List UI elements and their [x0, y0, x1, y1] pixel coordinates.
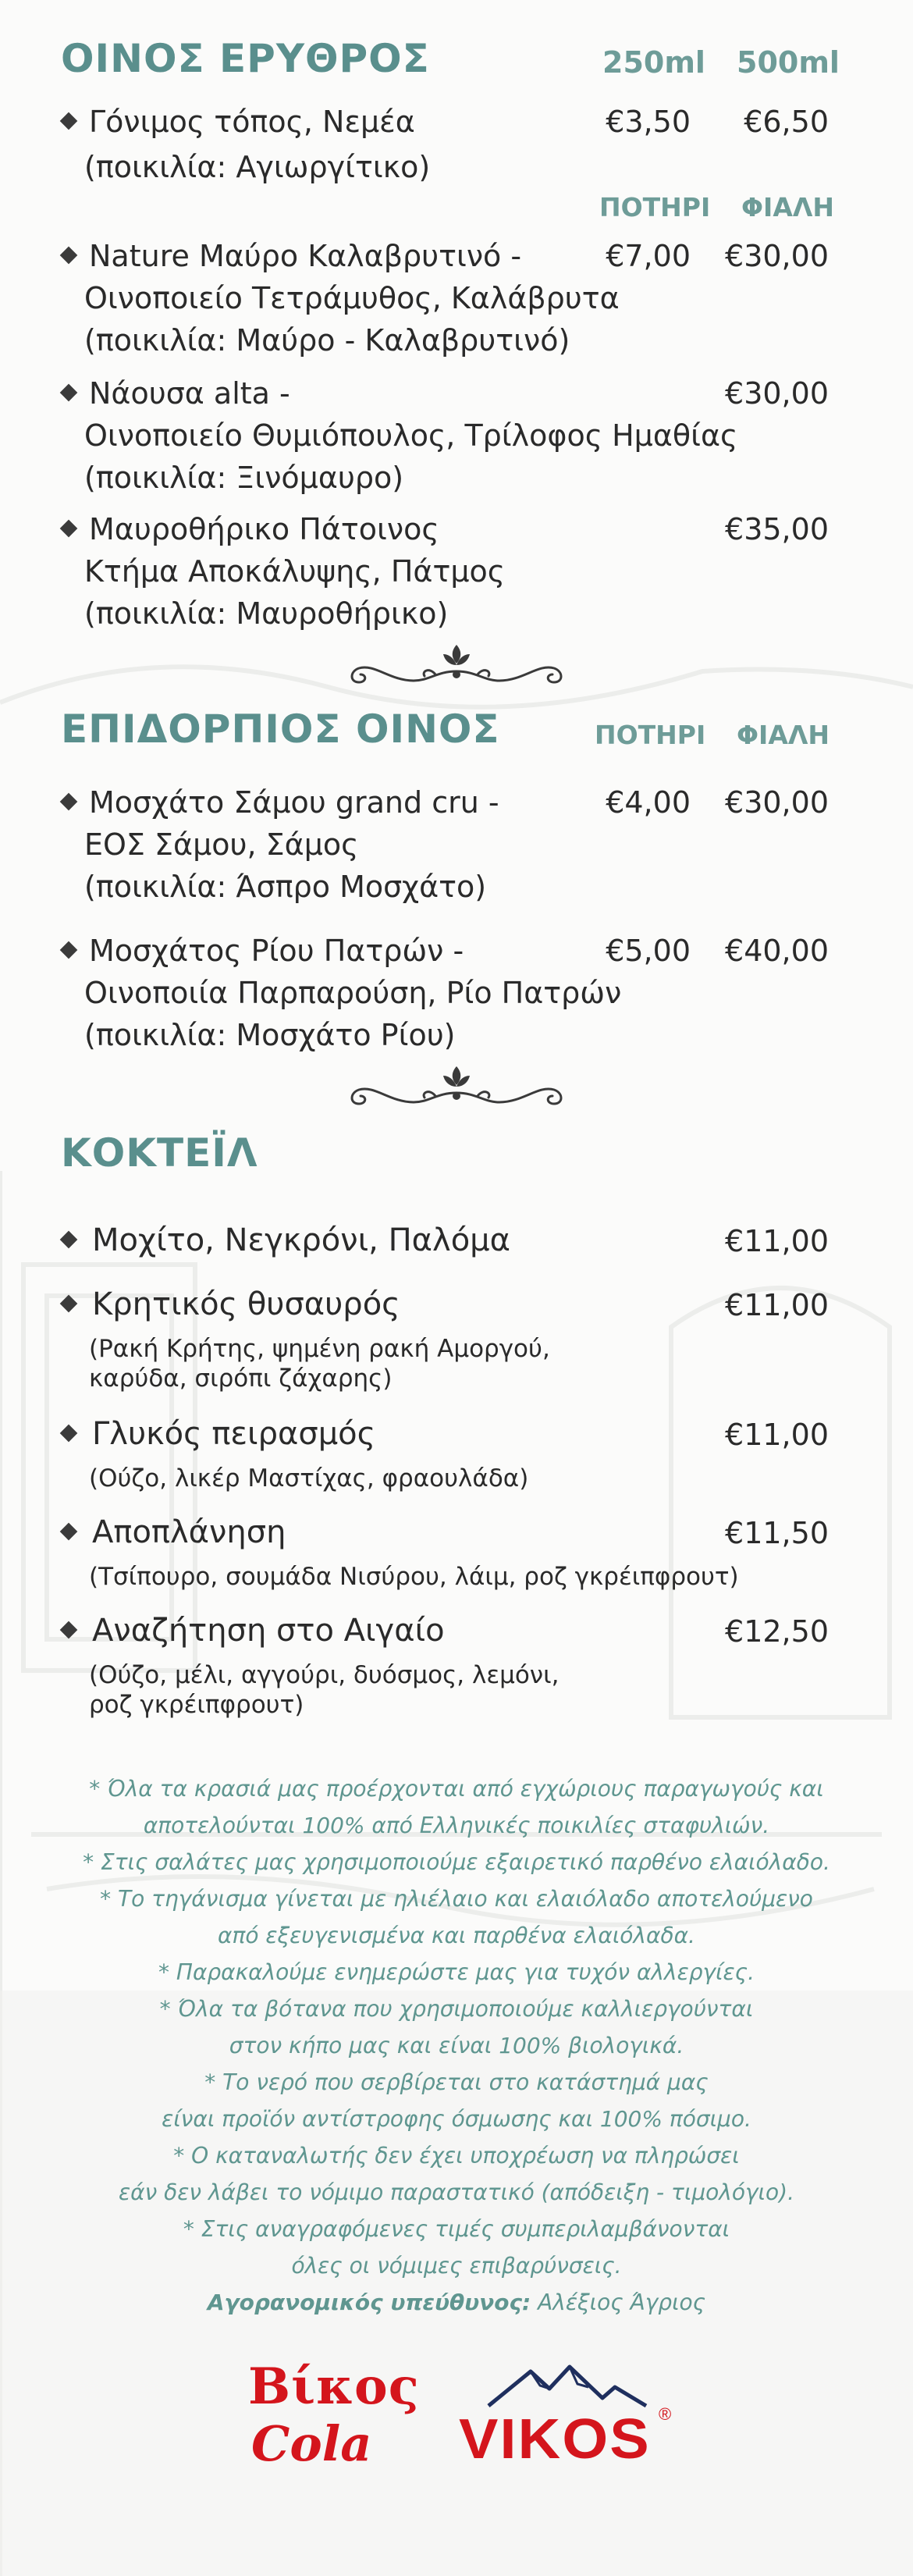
cocktail-item-4-price: €11,50 — [725, 1516, 829, 1550]
red-wine-item-2-variety: (ποικιλία: Μαύρο - Καλαβρυτινό) — [84, 323, 570, 358]
cocktail-item-2: Κρητικός θυσαυρός — [62, 1286, 400, 1322]
bullet-icon — [60, 1621, 78, 1639]
mountain-icon — [485, 2364, 649, 2409]
cocktail-item-2-price: €11,00 — [725, 1288, 829, 1322]
note-line: * Παρακαλούμε ενημερώστε μας για τυχόν αλλεργίες. — [158, 1959, 755, 1985]
manager-label: Αγορανομικός υπεύθυνος: — [207, 2290, 531, 2315]
dessert-wine-item-1-price-glass: €4,00 — [606, 785, 691, 820]
cocktail-item-5: Αναζήτηση στο Αιγαίο — [62, 1613, 445, 1649]
note-line: είναι προϊόν αντίστροφης όσμωσης και 100% πόσιμο. — [162, 2106, 751, 2132]
red-wine-item-2: Nature Μαύρο Καλαβρυτινό - — [62, 239, 521, 273]
red-wine-item-2-winery: Οινοποιείο Τετράμυθος, Καλάβρυτα — [84, 281, 620, 315]
note-line: στον κήπο μας και είναι 100% βιολογικά. — [229, 2033, 684, 2058]
dessert-wine-item-1-winery: ΕΟΣ Σάμου, Σάμος — [84, 827, 359, 862]
note-line: εάν δεν λάβει το νόμιμο παραστατικό (απόδειξη - τιμολόγιο). — [119, 2179, 794, 2205]
red-wine-col-250ml: 250ml — [602, 45, 705, 80]
red-wine-item-4-variety: (ποικιλία: Μαυροθήρικο) — [84, 596, 449, 631]
cocktail-item-3: Γλυκός πειρασμός — [62, 1416, 375, 1452]
red-wine-item-2-price-glass: €7,00 — [606, 239, 691, 273]
notes-block — [47, 1770, 866, 2321]
cocktail-item-1-price: €11,00 — [725, 1224, 829, 1258]
ornament-divider-icon — [343, 1062, 570, 1112]
bullet-icon — [60, 1295, 78, 1313]
ornament-divider-icon — [343, 640, 570, 690]
dessert-wine-title: ΕΠΙΔΟΡΠΙΟΣ ΟΙΝΟΣ — [61, 706, 500, 752]
vikos-cola-line2: Cola — [251, 2415, 372, 2472]
cocktail-item-3-price: €11,00 — [725, 1418, 829, 1452]
dessert-wine-item-1: Μοσχάτο Σάμου grand cru - — [62, 785, 499, 820]
vikos-wordmark: VIKOS — [459, 2408, 651, 2471]
note-line: * Στις αναγραφόμενες τιμές συμπεριλαμβάνονται — [183, 2216, 730, 2242]
red-wine-title: ΟΙΝΟΣ ΕΡΥΘΡΟΣ — [61, 36, 430, 81]
dessert-wine-col-bottle: ΦΙΑΛΗ — [737, 720, 830, 750]
red-wine-col-bottle: ΦΙΑΛΗ — [741, 192, 835, 222]
bullet-icon — [60, 1523, 78, 1541]
registered-mark: ® — [659, 2404, 672, 2424]
red-wine-col-glass: ΠΟΤΗΡΙ — [599, 192, 711, 222]
red-wine-item-1-variety: (ποικιλία: Αγιωργίτικο) — [84, 150, 431, 184]
bullet-icon — [60, 793, 78, 811]
cocktail-item-5-price: €12,50 — [725, 1614, 829, 1649]
vikos-logo — [454, 2364, 680, 2481]
cocktails-title: ΚΟΚΤΕΪΛ — [61, 1130, 258, 1176]
dessert-wine-item-2-variety: (ποικιλία: Μοσχάτο Ρίου) — [84, 1018, 456, 1052]
cocktail-item-5-desc-1: (Ούζο, μέλι, αγγούρι, δυόσμος, λεμόνι, — [89, 1661, 560, 1689]
note-line: από εξευγενισμένα και παρθένα ελαιόλαδα. — [218, 1923, 695, 1948]
dessert-wine-item-1-price-bottle: €30,00 — [725, 785, 829, 820]
red-wine-item-4: Μαυροθήρικο Πάτοινος — [62, 512, 439, 546]
manager-line — [47, 2284, 866, 2321]
cocktail-item-3-desc-1: (Ούζο, λικέρ Μαστίχας, φραουλάδα) — [89, 1464, 529, 1493]
note-line: * Στις σαλάτες μας χρησιμοποιούμε εξαιρετικό παρθένο ελαιόλαδο. — [83, 1849, 830, 1875]
note-line: * Ο καταναλωτής δεν έχει υποχρέωση να πληρώσει — [173, 2143, 740, 2169]
dessert-wine-item-1-variety: (ποικιλία: Άσπρο Μοσχάτο) — [84, 870, 487, 904]
dessert-wine-item-2-winery: Οινοποιία Παρπαρούση, Ρίο Πατρών — [84, 976, 622, 1010]
bullet-icon — [60, 112, 78, 130]
red-wine-item-1: Γόνιμος τόπος, Νεμέα — [62, 105, 415, 139]
red-wine-item-4-price-bottle: €35,00 — [725, 512, 829, 546]
note-line: * Όλα τα βότανα που χρησιμοποιούμε καλλιεργούνται — [159, 1996, 754, 2022]
note-line: αποτελούνται 100% από Ελληνικές ποικιλίες σταφυλιών. — [143, 1813, 770, 1838]
red-wine-item-1-price-250: €3,50 — [606, 105, 691, 139]
manager-name: Αλέξιος Άγριος — [538, 2290, 706, 2315]
red-wine-item-1-price-500: €6,50 — [744, 105, 829, 139]
note-line: * Το νερό που σερβίρεται στο κατάστημά μας — [204, 2069, 709, 2095]
bullet-icon — [60, 520, 78, 538]
bullet-icon — [60, 1231, 78, 1249]
cocktail-item-2-desc-2: καρύδα, σιρόπι ζάχαρης) — [89, 1364, 393, 1393]
red-wine-item-3: Νάουσα alta - — [62, 376, 290, 411]
cocktail-item-1: Μοχίτο, Νεγκρόνι, Παλόμα — [62, 1222, 510, 1258]
red-wine-item-3-winery: Οινοποιείο Θυμιόπουλος, Τρίλοφος Ημαθίας — [84, 418, 738, 453]
red-wine-item-3-variety: (ποικιλία: Ξινόμαυρο) — [84, 461, 404, 495]
cocktail-item-4-desc-1: (Τσίπουρο, σουμάδα Νισύρου, λάιμ, ροζ γκρέιπφρουτ) — [89, 1563, 739, 1591]
dessert-wine-item-2-price-bottle: €40,00 — [725, 934, 829, 968]
dessert-wine-item-2-price-glass: €5,00 — [606, 934, 691, 968]
cocktail-item-4: Αποπλάνηση — [62, 1514, 286, 1550]
dessert-wine-col-glass: ΠΟΤΗΡΙ — [595, 720, 706, 750]
red-wine-item-3-price-bottle: €30,00 — [725, 376, 829, 411]
cocktail-item-5-desc-2: ροζ γκρέιπφρουτ) — [89, 1691, 304, 1719]
note-line: όλες οι νόμιμες επιβαρύνσεις. — [291, 2253, 622, 2279]
note-line: * Το τηγάνισμα γίνεται με ηλιέλαιο και ελαιόλαδο αποτελούμενο — [100, 1886, 813, 1912]
dessert-wine-item-2: Μοσχάτος Ρίου Πατρών - — [62, 934, 464, 968]
red-wine-item-4-winery: Κτήμα Αποκάλυψης, Πάτμος — [84, 554, 506, 589]
bullet-icon — [60, 384, 78, 402]
vikos-cola-logo — [248, 2357, 435, 2486]
cocktail-item-2-desc-1: (Ρακή Κρήτης, ψημένη ρακή Αμοργού, — [89, 1335, 550, 1363]
bullet-icon — [60, 1425, 78, 1443]
bullet-icon — [60, 941, 78, 959]
vikos-cola-line1: Βίκος — [248, 2357, 420, 2416]
bullet-icon — [60, 247, 78, 265]
red-wine-col-500ml: 500ml — [737, 45, 840, 80]
note-line: * Όλα τα κρασιά μας προέρχονται από εγχώριους παραγωγούς και — [89, 1776, 824, 1802]
red-wine-item-2-price-bottle: €30,00 — [725, 239, 829, 273]
